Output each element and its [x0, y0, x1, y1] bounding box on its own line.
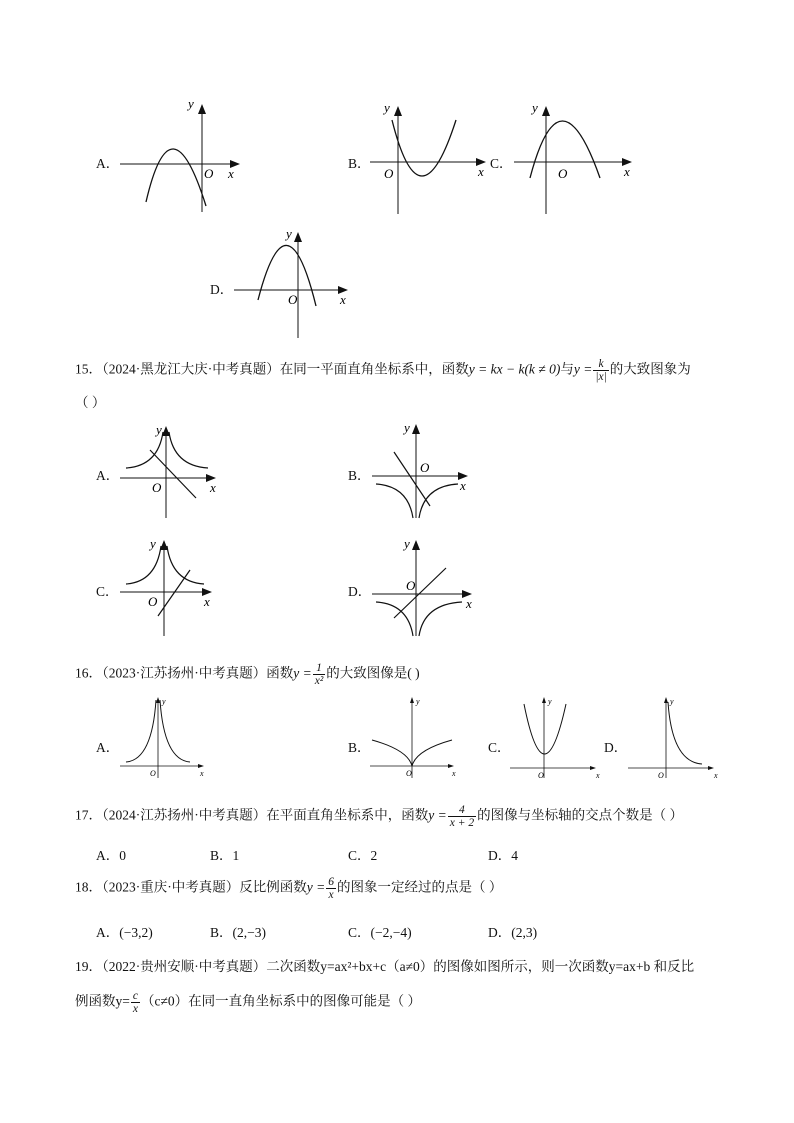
q16-graph-a [118, 694, 210, 780]
q18-fraction-num: 6 [328, 876, 334, 888]
q14c-y-label: y [532, 100, 538, 115]
q15a-origin-label: O [152, 480, 162, 495]
q14-option-c-label: C． [490, 156, 513, 171]
q16d-y-label: y [670, 697, 674, 706]
q17-number: 17． [75, 807, 102, 823]
q18-source: （2023·重庆·中考真题） [102, 879, 240, 895]
q14-option-b-label: B． [348, 156, 371, 171]
q15d-x-label: x [466, 596, 472, 611]
q15-formula-1: y = kx − k(k ≠ 0) [468, 361, 561, 377]
q16-fraction-num: 1 [313, 662, 326, 675]
q16d-x-label: x [714, 771, 718, 780]
q16b-y-label: y [416, 697, 420, 706]
q18-option-d[interactable]: D．(2,3) [488, 925, 538, 940]
q16-option-c-label: C． [488, 740, 511, 755]
q16c-origin-label: O [538, 771, 544, 780]
q14b-x-label: x [478, 164, 484, 179]
q16d-origin-label: O [658, 771, 664, 780]
q15-formula-2-lhs: y = [573, 361, 593, 377]
q16-fraction [313, 662, 326, 687]
q19-number: 19． [75, 959, 102, 974]
q14d-y-label: y [286, 226, 292, 241]
q14-graph-b [368, 98, 498, 216]
q16a-x-label: x [200, 769, 204, 778]
q15b-y-label: y [404, 420, 410, 435]
q16-graph-c [508, 694, 604, 780]
q17-stem [75, 804, 683, 829]
q18-stem-b: 的图象一定经过的点是（ ） [336, 879, 503, 895]
q15-stem [75, 358, 691, 383]
q14-graph-d [232, 224, 362, 340]
q19-line1-text: 二次函数y=ax²+bx+c（a≠0）的图像如图所示，则一次函数y=ax+b 和反比 [266, 959, 695, 974]
q19-line2-a: 例函数y= [75, 993, 130, 1009]
q15-blank: （ ） [75, 395, 106, 410]
q19-fraction [131, 990, 140, 1015]
q17-stem-b: 的图像与坐标轴的交点个数是（ ） [477, 807, 683, 823]
q15c-y-label: y [150, 536, 156, 551]
q14b-origin-label: O [384, 166, 394, 181]
q14b-y-label: y [384, 100, 390, 115]
q18-option-b[interactable]: B．(2,−3) [210, 925, 266, 940]
q18-fraction [326, 876, 336, 901]
q15-option-c-label: C． [96, 584, 119, 599]
q19-source: （2022·贵州安顺·中考真题） [102, 959, 267, 974]
q17-option-b[interactable]: B．1 [210, 848, 240, 863]
q14-graph-a [118, 98, 248, 214]
q16-option-d-label: D． [604, 740, 628, 755]
q14c-origin-label: O [558, 166, 568, 181]
q17-fraction-num: 4 [448, 804, 476, 817]
q16c-x-label: x [596, 771, 600, 780]
q16-source: （2023·江苏扬州·中考真题） [102, 665, 267, 681]
q16-option-b-label: B． [348, 740, 371, 755]
q14-graph-c [512, 98, 642, 216]
q16a-y-label: y [162, 697, 166, 706]
q18-formula-lhs: y = [306, 879, 326, 895]
q16-formula-lhs: y = [293, 665, 312, 681]
q15-option-b-label: B． [348, 468, 371, 483]
q15-source: （2024·黑龙江大庆·中考真题） [102, 361, 280, 377]
q16b-origin-label: O [406, 769, 412, 778]
q15-option-a-label: A． [96, 468, 120, 483]
q16-number: 16． [75, 665, 102, 681]
q16-stem-a: 函数 [266, 665, 294, 681]
q15c-origin-label: O [148, 594, 158, 609]
q17-option-a[interactable]: A．0 [96, 848, 126, 863]
q14a-x-label: x [228, 166, 234, 181]
q15-option-d-label: D． [348, 584, 372, 599]
q17-fraction [448, 804, 476, 829]
q15-graph-d [368, 534, 484, 638]
q17-stem-a: 在平面直角坐标系中，函数 [266, 807, 429, 823]
q18-option-a[interactable]: A．(−3,2) [96, 925, 153, 940]
q16-graph-b [368, 694, 460, 780]
q19-fraction-num: c [132, 990, 138, 1002]
q14d-x-label: x [340, 292, 346, 307]
q15d-y-label: y [404, 536, 410, 551]
q17-option-d[interactable]: D．4 [488, 848, 518, 863]
q15a-y-label: y [156, 422, 162, 437]
q16b-x-label: x [452, 769, 456, 778]
q17-formula-lhs: y = [428, 807, 447, 823]
q16-option-a-label: A． [96, 740, 120, 755]
q15-graph-c [118, 534, 228, 638]
q19-line2-b: （c≠0）在同一直角坐标系中的图像可能是（ ） [140, 993, 422, 1009]
q18-stem-a: 反比例函数 [239, 879, 307, 895]
q15d-origin-label: O [406, 578, 416, 593]
q18-number: 18． [75, 879, 102, 895]
q17-fraction-den: x + 2 [449, 817, 475, 830]
q15b-x-label: x [460, 478, 466, 493]
q18-stem [75, 876, 502, 901]
q18-fraction-den: x [328, 889, 334, 902]
q15b-origin-label: O [420, 460, 430, 475]
q17-source: （2024·江苏扬州·中考真题） [102, 807, 267, 823]
q15-number: 15． [75, 361, 102, 377]
q14d-origin-label: O [288, 292, 298, 307]
q16-stem [75, 662, 420, 687]
q14a-origin-label: O [204, 166, 214, 181]
q19-line-1 [75, 960, 694, 974]
q15-graph-b [368, 418, 478, 522]
q15-stem-a: 在同一平面直角坐标系中，函数 [279, 361, 469, 377]
q15c-x-label: x [204, 594, 210, 609]
q16c-y-label: y [548, 697, 552, 706]
q15-fraction [593, 358, 608, 383]
q15a-x-label: x [210, 480, 216, 495]
q17-option-c[interactable]: C．2 [348, 848, 378, 863]
q16-graph-d [626, 694, 722, 780]
q14c-x-label: x [624, 164, 630, 179]
q15-fraction-num: k [593, 358, 608, 371]
q16a-origin-label: O [150, 769, 156, 778]
q18-option-c[interactable]: C．(−2,−4) [348, 925, 412, 940]
q15-graph-a [118, 420, 228, 520]
q16-fraction-den: x² [314, 675, 324, 688]
q19-fraction-den: x [132, 1003, 138, 1016]
q14a-y-label: y [188, 98, 194, 111]
q14-option-d-label: D． [210, 282, 234, 297]
q14-option-a-label: A． [96, 156, 120, 171]
q16-stem-b: 的大致图像是( ) [326, 665, 420, 681]
q15-stem-b: 与 [560, 361, 574, 377]
q19-line-2 [75, 990, 421, 1015]
q15-stem-c: 的大致图象为 [609, 361, 691, 377]
q15-fraction-den: |x| [595, 371, 607, 384]
